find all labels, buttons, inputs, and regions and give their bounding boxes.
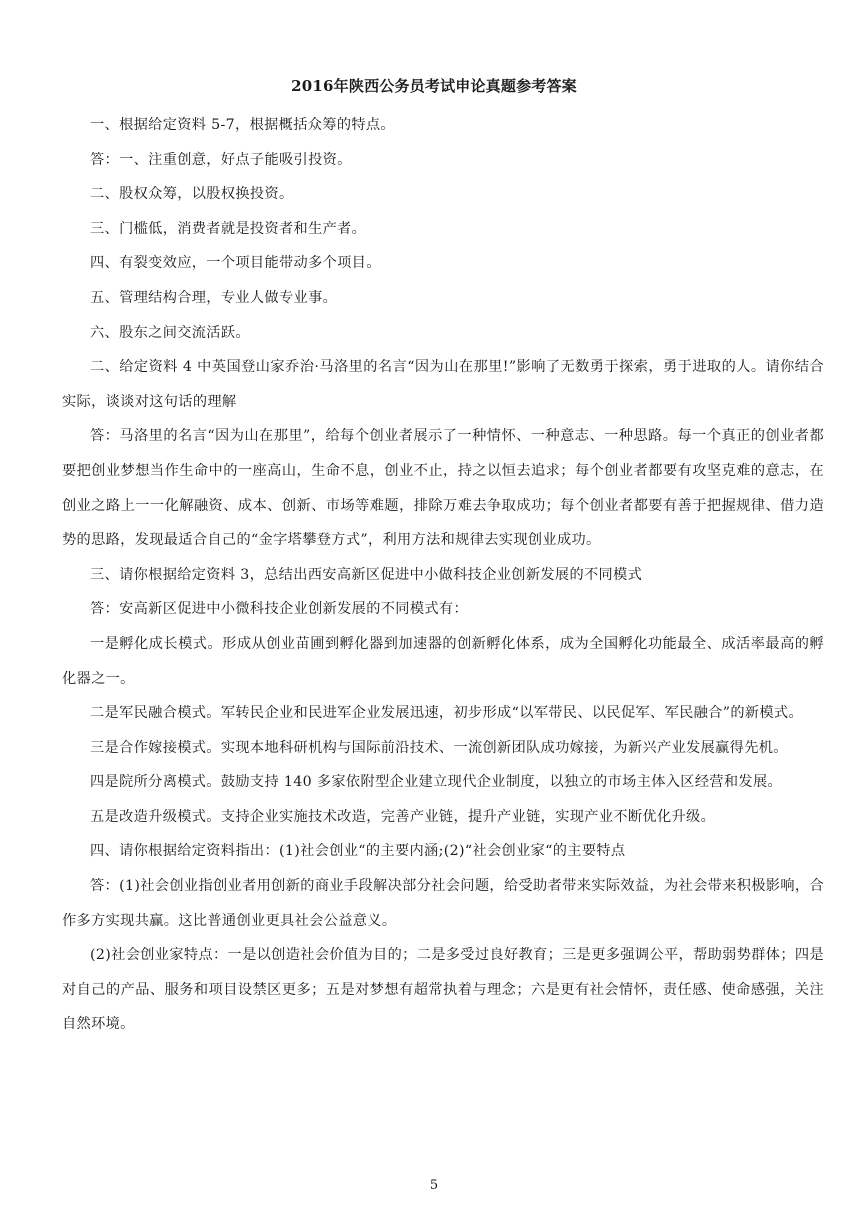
paragraph: (2)社会创业家特点：一是以创造社会价值为目的；二是多受过良好教育；三是更多强调公平，帮助弱势群体；四是对自己的产品、服务和项目设禁区更多；五是对梦想有超常执着与理念；六是更有社会情怀，责任感、使命感强，关注自然环境。 bbox=[62, 947, 824, 1033]
paragraph: 二、股权众筹，以股权换投资。 bbox=[90, 186, 294, 203]
paragraph: 答：一、注重创意，好点子能吸引投资。 bbox=[90, 151, 352, 168]
paragraph: 四、请你根据给定资料指出：(1)社会创业“的主要内涵;(2)“社会创业家“的主要特点 bbox=[90, 843, 626, 860]
paragraph: 三、门槛低，消费者就是投资者和生产者。 bbox=[90, 220, 367, 237]
paragraph: 答：(1)社会创业指创业者用创新的商业手段解决部分社会问题，给受助者带来实际效益，为社会带来积极影响，合作多方实现共赢。这比普通创业更具社会公益意义。 bbox=[62, 878, 824, 929]
paragraph: 三是合作嫁接模式。实现本地科研机构与国际前沿技术、一流创新团队成功嫁接，为新兴产业发展赢得先机。 bbox=[90, 739, 788, 756]
paragraph: 一、根据给定资料 5-7，根据概括众筹的特点。 bbox=[90, 117, 395, 133]
paragraph: 二、给定资料 4 中英国登山家乔治·马洛里的名言“因为山在那里!”影响了无数勇于探索，勇于进取的人。请你结合实际，谈谈对这句话的理解 bbox=[62, 359, 824, 410]
paragraph: 一是孵化成长模式。形成从创业苗圃到孵化器到加速器的创新孵化体系，成为全国孵化功能最全、成活率最高的孵化器之一。 bbox=[62, 635, 824, 687]
paragraph: 五是改造升级模式。支持企业实施技术改造，完善产业链，提升产业链，实现产业不断优化升级。 bbox=[90, 808, 716, 825]
paragraph: 答：马洛里的名言“因为山在那里”，给每个创业者展示了一种情怀、一种意志、一种思路。每一个真正的创业者都要把创业梦想当作生命中的一座高山，生命不息，创业不止，持之以恒去追求；每个创业者都要有攻坚克难的意志，在创业之路上一一化解融资、成本、创新、市场等难题，排除万难去争取成功；每个创业者都要有善于把握规律、借力造势的思路，发现最适合自己的“金字塔攀登方式”，利用方法和规律去实现创业成功。 bbox=[62, 428, 824, 549]
paragraph: 五、管理结构合理，专业人做专业事。 bbox=[90, 289, 338, 306]
paragraph: 答：安高新区促进中小微科技企业创新发展的不同模式有： bbox=[90, 601, 468, 618]
document-body bbox=[62, 108, 824, 1042]
paragraph: 六、股东之间交流活跃。 bbox=[90, 324, 250, 341]
paragraph: 四是院所分离模式。鼓励支持 140 多家依附型企业建立现代企业制度，以独立的市场主体入区经营和发展。 bbox=[90, 774, 783, 791]
page-number: 5 bbox=[429, 1178, 439, 1193]
paragraph: 三、请你根据给定资料 3，总结出西安高新区促进中小做科技企业创新发展的不同模式 bbox=[90, 566, 643, 583]
paragraph: 四、有裂变效应，一个项目能带动多个项目。 bbox=[90, 255, 381, 272]
paragraph: 二是军民融合模式。军转民企业和民进军企业发展迅速，初步形成“以军带民、以民促军、军民融合”的新模式。 bbox=[90, 705, 804, 722]
document-title: 2016年陕西公务员考试申论真题参考答案 bbox=[291, 77, 577, 95]
